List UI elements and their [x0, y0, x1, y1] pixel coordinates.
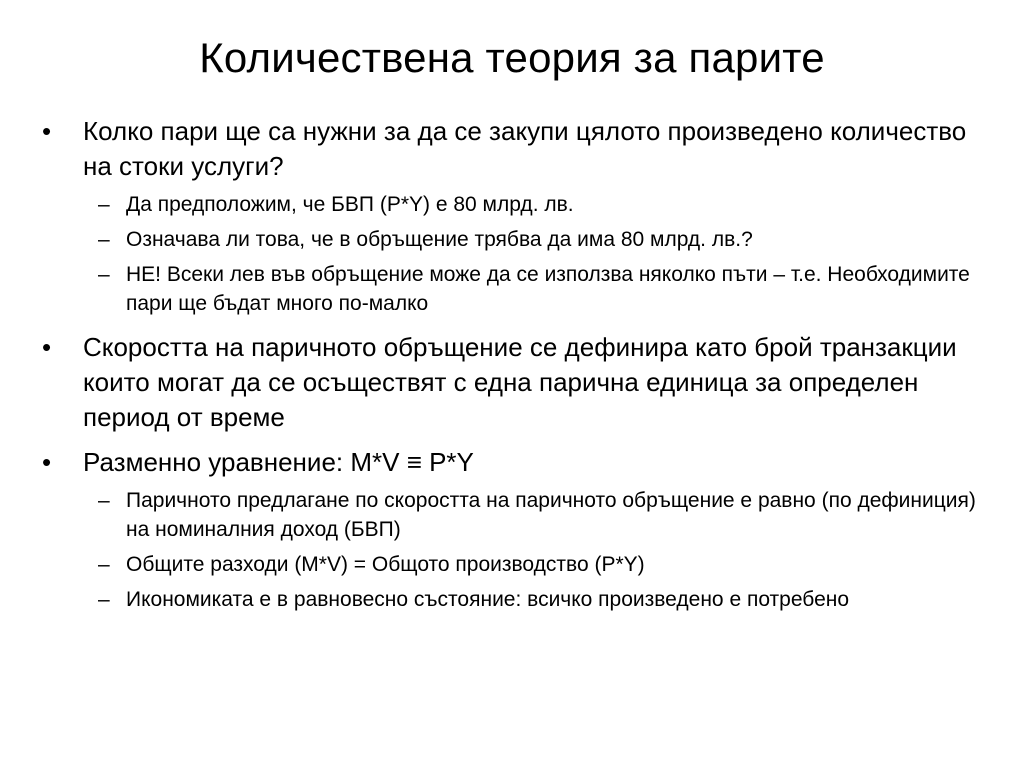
slide-content: [40, 114, 1000, 620]
bullet-3: [40, 445, 1000, 480]
sub-item: [40, 260, 1000, 318]
sub-item-text: Паричното предлагане по скоростта на паричното обръщение е равно (по дефиниция) на номиналния доход (БВП): [126, 489, 976, 541]
bullet-2: [40, 330, 1000, 435]
sub-item-text: Икономиката е в равновесно състояние: всичко произведено е потребено: [126, 588, 850, 611]
sub-item-text: Означава ли това, че в обръщение трябва да има 80 млрд. лв.?: [126, 228, 753, 251]
sub-item-text: Общите разходи (M*V) = Общото производство (P*Y): [126, 553, 645, 576]
sub-item: [40, 585, 1000, 614]
sub-marker: –: [98, 553, 110, 576]
bullet-3-subitems: [40, 486, 1000, 614]
sub-item: [40, 225, 1000, 254]
bullet-1-text: Колко пари ще са нужни за да се закупи цялото произведено количество на стоки услуги?: [83, 116, 967, 181]
bullet-marker: •: [42, 116, 52, 146]
bullet-1: [40, 114, 1000, 184]
sub-item: [40, 486, 1000, 544]
slide-title: Количествена теория за парите: [199, 34, 825, 81]
sub-item-text: Да предположим, че БВП (P*Y) е 80 млрд. лв.: [126, 193, 574, 216]
sub-item-text: НЕ! Всеки лев във обръщение може да се използва няколко пъти – т.е. Необходимите пари ще бъдат много по-малко: [126, 263, 970, 315]
sub-marker: –: [98, 228, 110, 251]
bullet-marker: •: [42, 332, 52, 362]
bullet-2-text: Скоростта на паричното обръщение се дефинира като брой транзакции които могат да се осъществят с една парична единица за определен период от време: [83, 332, 957, 432]
bullet-marker: •: [42, 447, 52, 477]
sub-marker: –: [98, 193, 110, 216]
sub-item: [40, 190, 1000, 219]
bullet-1-subitems: [40, 190, 1000, 318]
sub-marker: –: [98, 489, 110, 512]
bullet-3-text: Разменно уравнение: M*V ≡ P*Y: [83, 447, 474, 477]
sub-item: [40, 550, 1000, 579]
sub-marker: –: [98, 588, 110, 611]
sub-marker: –: [98, 263, 110, 286]
